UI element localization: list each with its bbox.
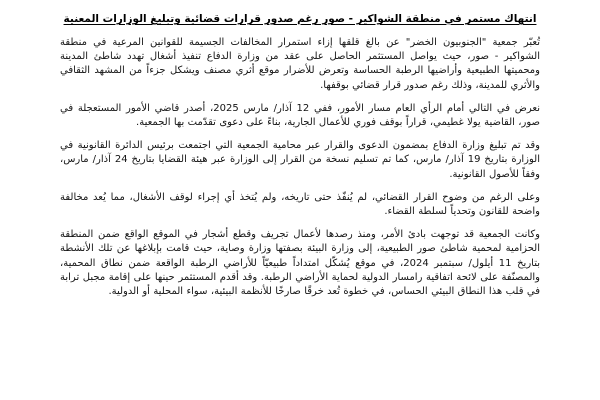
- paragraph-1: تُعبّر جمعية "الجنوبيون الخضر" عن بالغ قلقها إزاء استمرار المخالفات الجسيمة للقوانين المرعية في منطقة الشواكير - صور، حيث يواصل المستثمر الحاصل على عقد من وزارة الدفاع تنفيذ أشغال تهدد شاطئ المدينة ومحميتها الطبيعية وأراضيها الرطبة الحساسة وتعرض للأضرار موقع أثري مصنف ويشكل جزءاً من المشهد الثقافي والأثري للمدينة، وذلك رغم صدور قرار قضائي بوقفها.: [60, 37, 540, 91]
- paragraph-2: نعرض في التالي أمام الرأي العام مسار الأمور، ففي 12 آذار/ مارس 2025، أصدر قاضي الأمور المستعجلة في صور، القاضية يولا غطيمي، قراراً بوقف فوري للأعمال الجارية، بناءً على دعوى تقدّمت بها الجمعية.: [60, 102, 540, 129]
- paragraph-3: وقد تم تبليغ وزارة الدفاع بمضمون الدعوى والقرار عبر محامية الجمعية التي اجتمعت برئيس الدائرة القانونية في الوزارة بتاريخ 19 آذار/ مارس، كما تم تسليم نسخة من القرار إلى الوزارة عبر هيئة القضايا بتاريخ 24 آذار/ مارس، وفقاً للأصول القانونية.: [60, 140, 540, 180]
- document-title: انتهاك مستمر في منطقة الشواكير - صور رغم صدور قرارات قضائية وتبليغ الوزارات المعنية: [63, 13, 537, 25]
- paragraph-4: وعلى الرغم من وضوح القرار القضائي، لم يُنفّذ حتى تاريخه، ولم يُتخذ أي إجراء لوقف الأشغال، مما يُعد مخالفة واضحة للقانون وتحدياً لسلطة القضاء.: [60, 191, 540, 218]
- document-body: [60, 36, 540, 299]
- paragraph-5: وكانت الجمعية قد توجهت بادئ الأمر، ومنذ رصدها لأعمال تجريف وقطع أشجار في الموقع الواقع ضمن المنطقة الحزامية لمحمية شاطئ صور الطبيعية، إلى وزارة البيئة بصفتها وزارة وصاية، حيث قامت بإبلاغها عن تلك الأنشطة بتاريخ 11 أيلول/ سبتمبر 2024، في موقع يُشكّل امتداداً طبيعيّاً للأراضي الرطبة الواقعة ضمن نطاق المحمية، والمصنّفة على لائحة اتفاقية رامسار الدولية لحماية الأراضي الرطبة. وقد أقدم المستثمر حينها على إقامة مجبل ترابة في قلب هذا النطاق البيئي الحساس، في خطوة تُعد خرقًا صارخًا للأنظمة البيئية، سواء المحلية أو الدولية.: [60, 229, 540, 298]
